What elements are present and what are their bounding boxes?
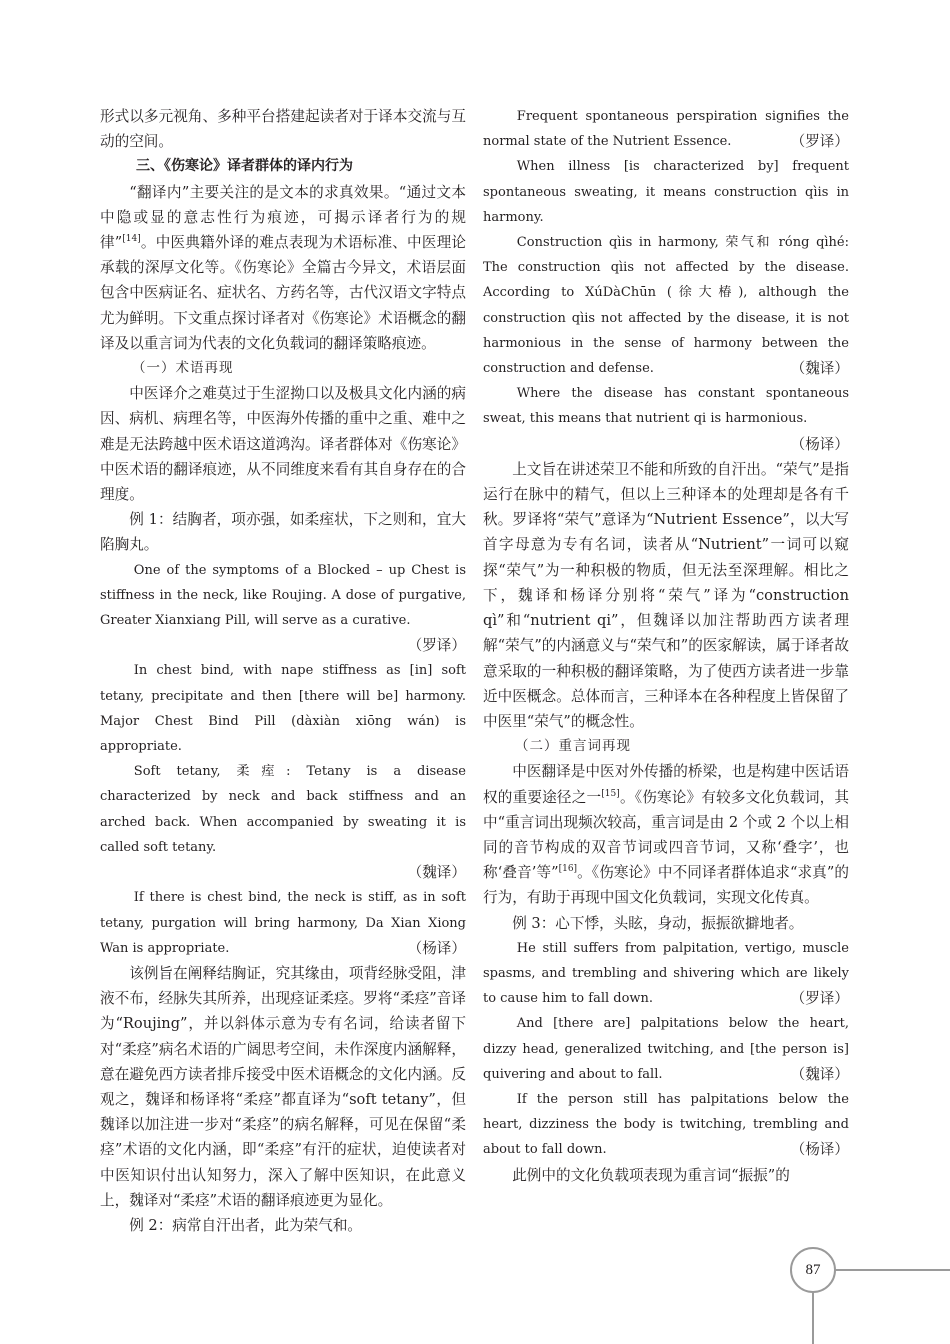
translation-text: Frequent spontaneous perspiration signifies the normal state of the Nutrient Essence. bbox=[483, 109, 849, 150]
translator-tag: （罗译） bbox=[790, 133, 849, 151]
example-source: 例 1：结胸者，项亦强，如柔痓状，下之则和，宜大陷胸丸。 bbox=[100, 511, 466, 554]
paragraph: 上文旨在讲述荣卫不能和所致的自汗出。“荣气”是指运行在脉中的精气，但以上三种译本的处理却是各有千秋。罗译将“荣气”意译为“Nutrient Essence”，以大写首字母意为专有名词，读者从“Nutrient”一词可以窥探“荣气”为一种积极的物质，但无法至深理解。相比之下，魏译和杨译分别将“荣气”译为“construction qì”和“nutrient qi”，但魏译以加注帮助西方读者理解“荣气”的内涵意义与“荣气和”的医家解读，属于译者故意采取的一种积极的翻译策略，为了使西方读者进一步靠近中医概念。总体而言，三种译本在各种程度上皆保留了中医里“荣气”的概念性。 bbox=[483, 460, 849, 730]
translator-tag: （魏译） bbox=[790, 360, 849, 378]
translator-tag: （罗译） bbox=[407, 637, 466, 655]
translation-text: If the person still has palpitations below the heart, dizziness the body is twitching, trembling and about to fall down. bbox=[483, 1091, 849, 1158]
example-source: 例 3：心下悸，头眩，身动，振振欲擗地者。 bbox=[512, 914, 804, 932]
translation-text bbox=[100, 885, 466, 961]
translation-note: Soft tetany, 柔痓: Tetany is a disease characterized by neck and back stiffness and an arched back. When accompanied by sweating it is called soft tetany. bbox=[100, 764, 466, 855]
paragraph: 该例旨在阐释结胸证，究其缘由，项背经脉受阻，津液不布，经脉失其所养，出现痉证柔痉。罗将“柔痉”音译为“Roujing”，并以斜体示意为专有名词，给读者留下对“柔痉”病名术语的广阔思考空间，未作深度内涵解释，意在避免西方读者排斥接受中医术语概念的文化内涵。反观之，魏译和杨译将“柔痉”都直译为“soft tetany”，但魏译以加注进一步对“柔痉”的病名解释，可见在保留“柔痉”术语的文化内涵，即“柔痉”有汗的症状，迫使读者对中医知识付出认知努力，深入了解中医知识，在此意义上，魏译对“柔痉”术语的翻译痕迹更为显化。 bbox=[100, 964, 466, 1209]
translation-text: He still suffers from palpitation, vertigo, muscle spasms, and trembling and shivering which are likely to cause him to fall down. bbox=[483, 940, 849, 1007]
translator-tag: （魏译） bbox=[407, 864, 466, 882]
translator-tag: （杨译） bbox=[407, 939, 466, 957]
paragraph: 此例中的文化负载项表现为重言词“振振”的 bbox=[512, 1166, 790, 1184]
translator-tag: （杨译） bbox=[790, 435, 849, 453]
paragraph-text: “翻译内”主要关注的是文本的求真效果。“通过文本中隐或显的意志性行为痕迹，可揭示译者行为的规律” bbox=[100, 183, 466, 252]
translator-tag: （魏译） bbox=[790, 1065, 849, 1083]
translation-text-body: If there is chest bind, the neck is stiff, as in soft tetany, purgation will bring harmony, Da Xian Xiong Wan is appropriate. bbox=[100, 890, 466, 956]
paragraph-text: 中医翻译是中医对外传播的桥梁，也是构建中医话语权的重要途径之一 bbox=[483, 763, 849, 806]
example-source: 例 2：病常自汗出者，此为荣气和。 bbox=[129, 1216, 363, 1234]
translation-text: And [there are] palpitations below the heart, dizzy head, generalized twitching, and [the person is] quivering and about to fall. bbox=[483, 1016, 849, 1082]
translation-text: In chest bind, with nape stiffness as [in] soft tetany, precipitate and then [there will be] harmony. Major Chest Bind Pill (dàxiàn xiōng wán) is appropriate. bbox=[100, 663, 466, 755]
page-number-decoration bbox=[0, 1240, 950, 1344]
paragraph-text: 。《伤寒论》中不同译者群体追求“求真”的行为，有助于再现中国文化负载词，实现文化传真。 bbox=[483, 864, 849, 907]
page-number: 87 bbox=[805, 1262, 821, 1278]
citation-ref: [14] bbox=[122, 234, 141, 245]
translation-note: Construction qìis in harmony, 荣气和 róng qìhé: The construction qìis not affected by the disease. According to XúDàChūn (徐大椿), although the construction qìis not affected by the disease, it is not harmonious in the sense of harmony between the construction and defense. bbox=[483, 235, 849, 377]
paragraph-text: 。《伤寒论》有较多文化负载词，其中“重言词出现频次较高，重言词是由 2 个或 2 个以上相同的音节构成的双音节词或四音节词，又称‘叠字’，也称‘叠音’等” bbox=[483, 788, 849, 882]
translation-text: One of the symptoms of a Blocked – up Chest is stiffness in the neck, like Roujing. A dose of purgative, Greater Xianxiang Pill, will serve as a curative. bbox=[100, 562, 466, 629]
translator-tag: （杨译） bbox=[790, 1141, 849, 1159]
citation-ref: [16] bbox=[558, 864, 578, 875]
translation-text: Where the disease has constant spontaneous sweat, this means that nutrient qi is harmonious. bbox=[483, 386, 849, 427]
translation-text: When illness [is characterized by] frequent spontaneous sweating, it means construction qìis in harmony. bbox=[483, 159, 849, 225]
left-column bbox=[100, 104, 466, 1238]
right-column bbox=[483, 104, 849, 1188]
paragraph bbox=[100, 180, 466, 356]
paragraph bbox=[483, 759, 849, 910]
citation-ref: [15] bbox=[601, 788, 620, 799]
paragraph: 中医译介之难莫过于生涩拗口以及极具文化内涵的病因、病机、病理名等，中医海外传播的重中之重、难中之难是无法跨越中医术语这道鸿沟。译者群体对《伤寒论》中医术语的翻译痕迹，从不同维度来看有其自身存在的合理度。 bbox=[100, 385, 466, 504]
subsection-heading: （一）术语再现 bbox=[132, 360, 234, 377]
section-heading: 三、《伤寒论》译者群体的译内行为 bbox=[136, 158, 353, 175]
paragraph: 形式以多元视角、多种平台搭建起读者对于译本交流与互动的空间。 bbox=[100, 108, 466, 151]
translator-tag: （罗译） bbox=[790, 990, 849, 1008]
paragraph-text: 。中医典籍外译的难点表现为术语标准、中医理论承载的深厚文化等。《伤寒论》全篇古今异文，术语层面包含中医病证名、症状名、方药名等，古代汉语文字特点尤为鲜明。下文重点探讨译者对《伤寒论》术语概念的翻译及以重言词为代表的文化负载词的翻译策略痕迹。 bbox=[100, 234, 466, 352]
subsection-heading: （二）重言词再现 bbox=[515, 738, 631, 755]
